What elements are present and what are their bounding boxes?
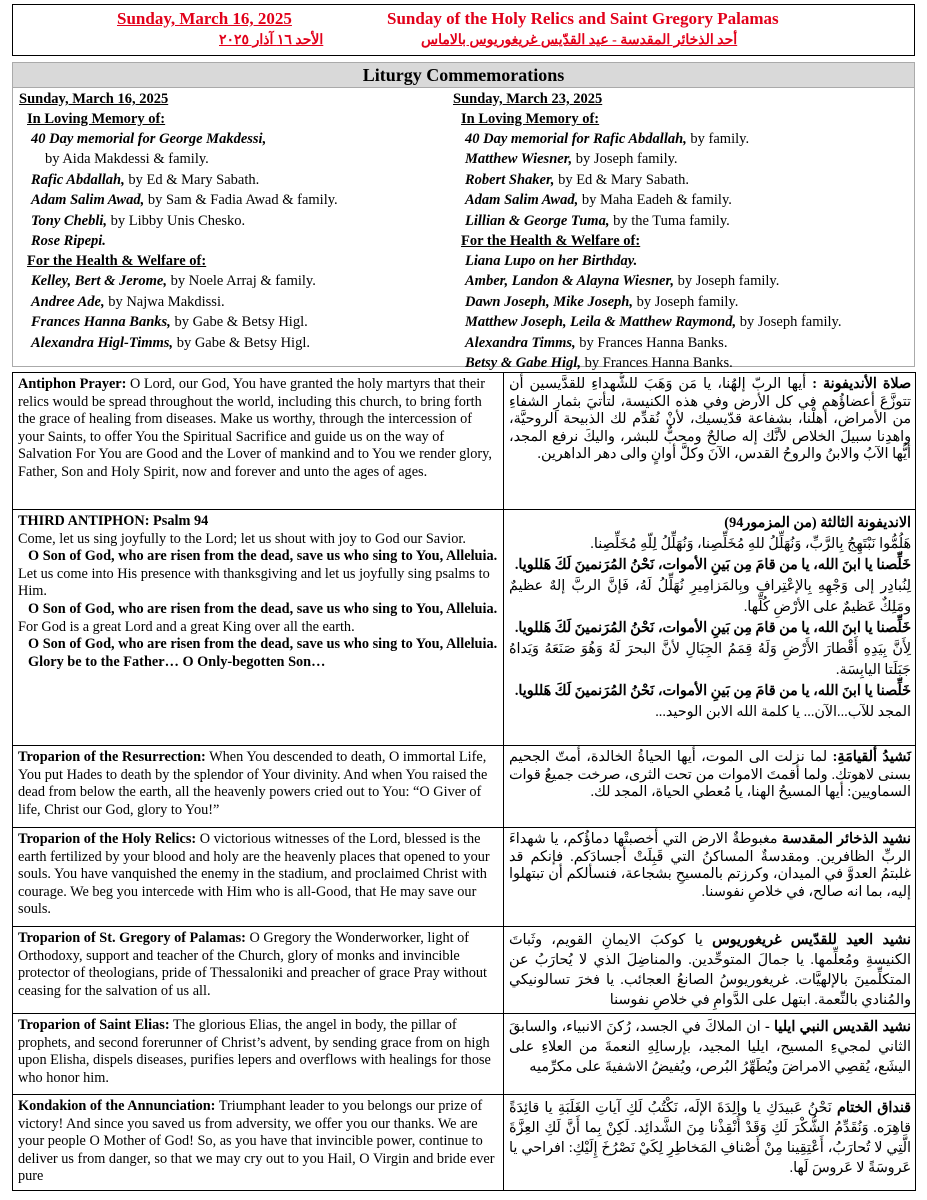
commemoration-item: Adam Salim Awad, by Maha Eadeh & family. [465,192,732,209]
commemoration-item: 40 Day memorial for Rafic Abdallah, by family. [465,131,750,147]
right-health-heading: For the Health & Welfare of: [461,233,641,250]
commemoration-item: Andree Ade, by Najwa Makdissi. [31,293,225,310]
antiphon-ar: صلاة الأنديفونة : أيها الربّ إلهُنا، يا مَن وَهَبَ للشُّهداءِ للقدَّيسين أن تتوزَّعَ أعضاؤُهم في كل الأرض وفي هذه الكنيسة، لتأتيَ بثمارِ الشفاءِ من الأمراض، أهلْنا، بشفاعة قدّيسيك، لأنْ نُقدِّم لك الذبيحة الروحيَّة، واهدِنا سبيلَ الخلاص لأنَّك إله صالحٌ ومحبٌّ للبشر، واليكَ نرفع المجد، أيُّها الآبُ والابنُ والروحُ القدس، الآنَ وكلَّ أوانٍ والى دهر الداهرين. [504,373,916,510]
commemoration-item: Frances Hanna Banks, by Gabe & Betsy Higl. [31,314,308,331]
commemoration-item: Rafic Abdallah, by Ed & Mary Sabath. [31,171,260,188]
header-date-ar: الأحد ١٦ آذار ٢٠٢٥ [219,33,324,48]
right-memory-heading: In Loving Memory of: [461,111,600,127]
third-antiphon-ar: الانديفونة الثالثة (من المزمور94) هَلُمُّوا نَبْتَهِجُ بِالرَّبِّ، وَنُهَلِّلُ للهِ مُخَلِّصِنا، وَنُهَلِّلُ لِلّهِ مُخَلِّصِنا. خَلِّصنا يا ابنَ الله، يا من قامَ مِن بَينِ الأموات، نَحْنُ المُرَنمينَ لَكَ هَللويا. لِنُبادِر إلى وَجْهِهِ بِالإعْتِرافِ وبِالمَزامِيرِ نُهَلِّلُ لَهُ، فَإنَّ الربَّ إلهٌ عظيمٌ ومَلِكٌ عَظيمٌ على الأرْضِ كُلِّها. خَلِّصنا يا ابنَ الله، يا من قامَ مِن بَينِ الأموات، نَحْنُ المُرَنمينَ لَكَ هَللويا. لِأَنَّ بِيَدِهِ أَقْطارَ الأَرْضِ وَلَهُ قِمَمُ الجِبَالِ لأنَّ البحرَ لَهُ وَهُوَ صَنَعَهُ وَيَداهُ جَبَلَتا اليابِسَة. خَلِّصنا يا ابنَ الله، يا من قامَ مِن بَينِ الأموات، نَحْنُ المُرَنمينَ لَكَ هَللويا. المجد للآب...الآن... يا كلمة الله الابن الوحيد... [504,510,916,746]
resurrection-ar: نَشيدُ ألقيامَةِ: لما نزلت الى الموت، أيها الحياةُ الخالدة، أمتّ الجحيم بسنى لاهوتك. ولما أقمتَ الاموات من تحت الثرى، صرخت جميعُ قوات السماويين: أيها المسيحُ الهنا، يا مُعطي الحياة، المجد لك. [504,746,916,828]
commemoration-item: 40 Day memorial for George Makdessi, by Aida Makdessi & family. [31,131,267,168]
commemoration-item: Kelley, Bert & Jerome, by Noele Arraj & family. [31,273,316,290]
left-health-heading: For the Health & Welfare of: [27,253,207,270]
left-date: Sunday, March 16, 2025 [19,91,169,107]
holy-relics-en: Troparion of the Holy Relics: O victorious witnesses of the Lord, blessed is the earth fertilized by your blood and holy are the heavenly places that opened to your souls. You have vanquished the enemy in the stadium, and proclaimed Christ with courage. We beg you intercede with Him who is all-Good, that He may save our souls. [13,828,504,927]
commemorations-right-column [453,90,913,373]
commemoration-item: Betsy & Gabe Higl, by Frances Hanna Banks. [465,355,733,372]
gregory-ar: نشيد العيد للقدّيس غريغوريوس يا كوكبَ الايمانِ القويم، وثَباتَ الكنيسةِ ومُعلِّمها. يا جمالَ المتوحِّدين. والمناضِلَ الذي لا يُحارَبُ عن المتكلِّمينَ بالإلهيَّات. غريغوريوسُ الصانعُ العجائب. يا فخرَ تسالونيكي والمُنادي بالنِّعمة. ابتهل على الدَّوامِ في خلاصِ نفوسنا [504,927,916,1014]
header-title-en: Sunday of the Holy Relics and Saint Gregory Palamas [387,9,779,28]
commemorations-title: Liturgy Commemorations [13,63,914,88]
left-memory-heading: In Loving Memory of: [27,111,166,127]
commemoration-item: Adam Salim Awad, by Sam & Fadia Awad & family. [31,192,338,209]
third-antiphon-en: THIRD ANTIPHON: Psalm 94 Come, let us sing joyfully to the Lord; let us shout with joy to God our Savior. O Son of God, who are risen from the dead, save us who sing to You, Alleluia. Let us come into His presence with thanksgiving and let us joyfully sing psalms to Him. O Son of God, who are risen from the dead, save us who sing to You, Alleluia. For God is a great Lord and a great King over all the earth. O Son of God, who are risen from the dead, save us who sing to You, Alleluia. Glory be to the Father… O Only-begotten Son… [13,510,504,746]
right-date: Sunday, March 23, 2025 [453,91,603,107]
resurrection-en: Troparion of the Resurrection: When You descended to death, O immortal Life, You put Hades to death by the splendor of Your divinity. And when You raised the dead from below the earth, all the heavenly powers cried out to You: “O Giver of life, Christ our God, glory to You!” [13,746,504,828]
table-row [13,1095,916,1191]
commemoration-item: Matthew Joseph, Leila & Matthew Raymond, by Joseph family. [465,314,842,331]
commemoration-item: Tony Chebli, by Libby Unis Chesko. [31,212,246,229]
commemoration-item: Alexandra Timms, by Frances Hanna Banks. [465,334,728,351]
header-title-ar: أحد الذخائر المقدسة - عيد القدّيس غريغوريوس بالاماس [421,33,738,48]
commemoration-item: Robert Shaker, by Ed & Mary Sabath. [465,171,689,188]
table-row [13,927,916,1014]
header-date-en: Sunday, March 16, 2025 [117,9,292,28]
table-row [13,828,916,927]
table-row [13,510,916,746]
gregory-en: Troparion of St. Gregory of Palamas: O Gregory the Wonderworker, light of Orthodoxy, support and teacher of the Church, glory of monks and invincible protector of theologians, pride of Thessaloniki and preacher of grace Pray without ceasing for the salvation of us all. [13,927,504,1014]
elias-ar: نشيد القديس النبي ايليا - ان الملاكَ في الجسد، رُكنَ الانبياء، والسابقَ الثاني لمجيءِ المسيح، ايليا المجيد، بإرسالِهِ النعمةَ من العلاءِ على اليشَع، يُقصِي الامراضَ ويُطَهِّرُ البُرص، ويُفيضُ الاشفيةَ على مكرِّميه [504,1014,916,1095]
commemoration-item: Rose Ripepi. [31,233,106,250]
commemoration-item: Alexandra Higl-Timms, by Gabe & Betsy Higl. [31,334,310,351]
table-row [13,373,916,510]
commemoration-item: Dawn Joseph, Mike Joseph, by Joseph family. [465,293,739,310]
liturgy-commemorations [12,62,915,372]
table-row [13,1014,916,1095]
table-row [13,746,916,828]
antiphon-en: Antiphon Prayer: O Lord, our God, You have granted the holy martyrs that their relics would be spread throughout the world, including this church, to bring forth the grace of healing from diseases. Make us worthy, through the intercession of your Saints, to offer You the Spiritual Sacrifice and guide us on the way of Salvation For You are Good and the Lover of mankind and to You we render glory, Father, Son and Holy Spirit, now and forever and unto the ages of ages. [13,373,504,510]
commemoration-item: Liana Lupo on her Birthday. [465,253,638,270]
commemorations-left-column [19,90,449,353]
commemoration-item: Matthew Wiesner, by Joseph family. [465,151,678,168]
kondakion-ar: قنداق الختام نَحْنُ عَبيدَكِ يا والِدَةَ الإلَه، نَكْتُبُ لَكِ آياتِ الغَلَبَةِ يا قائِدَةً قاهِرَه. وَنُقَدِّمُ الشُّكْرَ لَكِ وَقَدْ أُنْقِذْنا مِنَ الشَّدائِد. لَكِنْ بِما أَنَّ لَكِ العِزَّةَ الَّتِي لا تُحارَبُ، أَعْتِقِينا مِنْ أَصْنافِ المَخاطِرِ لِكَيْ نَصْرُخَ إِلَيْكِ: افراحي يا عَروسَةً لا عَروسَ لَها. [504,1095,916,1191]
hymns-table [12,372,916,1191]
elias-en: Troparion of Saint Elias: The glorious Elias, the angel in body, the pillar of prophets, and second forerunner of Christ’s advent, by sending grace from on high upon Elisha, dispels diseases, purifies lepers and overflows with healings for those who honor him. [13,1014,504,1095]
bulletin-header [12,4,915,56]
commemoration-item: Lillian & George Tuma, by the Tuma family. [465,212,730,229]
kondakion-en: Kondakion of the Annunciation: Triumphant leader to you belongs our prize of victory! And since you saved us from adversity, we offer you our thanks. We are your people O Mother of God! So, as you have that invincible power, continue to deliver us from danger, so that we may cry out to you Hail, O Virgin and bride ever pure [13,1095,504,1191]
commemoration-item: Amber, Landon & Alayna Wiesner, by Joseph family. [465,273,780,290]
holy-relics-ar: نشيد الذخائر المقدسة مغبوطةٌ الارض التي أخصبتْها دماؤُكم، يا شهداءَ الربِّ الظافرين. ومقدسةٌ المساكنُ التي قَبِلَتْ أجسادَكم. فإنكم قد غلبتمُ العدوَّ في الميدان، وكرزتم بالمسيحِ بشجاعة، فنسألكم أن تبتهلوا إليه، بما انه صالح، في خلاصِ نفوسنا. [504,828,916,927]
